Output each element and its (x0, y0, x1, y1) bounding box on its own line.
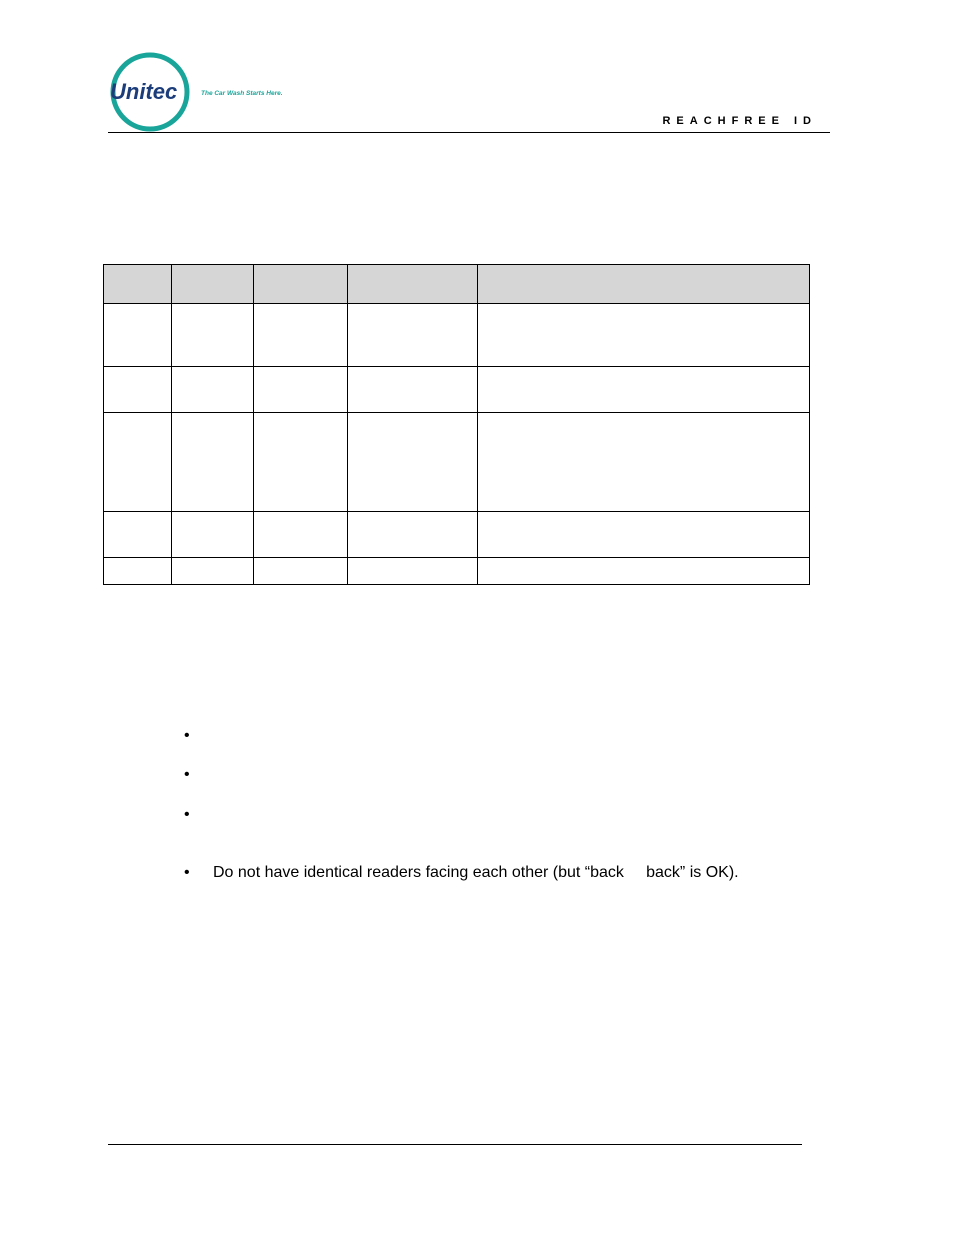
table-cell (104, 304, 172, 367)
table-cell (172, 512, 254, 558)
table-row (104, 367, 810, 413)
table-cell (254, 512, 348, 558)
unitec-logo (106, 52, 296, 132)
table-cell (104, 367, 172, 413)
header-cell (478, 265, 810, 304)
table-cell (478, 304, 810, 367)
table-cell (104, 512, 172, 558)
table-cell (348, 558, 478, 585)
table-cell (254, 304, 348, 367)
bullet-icon: • (184, 766, 190, 783)
table-cell (348, 304, 478, 367)
table-row (104, 304, 810, 367)
bullet-icon: • (184, 806, 190, 823)
table-cell (478, 512, 810, 558)
table-cell (254, 413, 348, 512)
list-item-text: Do not have identical readers facing each other (but “back back” is OK). (213, 864, 739, 881)
table-header-row (104, 265, 810, 304)
bullet-icon: • (184, 864, 190, 881)
table-cell (254, 558, 348, 585)
table-cell (478, 413, 810, 512)
table-cell (478, 367, 810, 413)
table-cell (172, 558, 254, 585)
header-title: REACHFREE ID (662, 115, 817, 127)
footer-rule (108, 1144, 802, 1145)
header-cell (172, 265, 254, 304)
logo-tagline: The Car Wash Starts Here. (201, 90, 283, 97)
table-row (104, 413, 810, 512)
table-cell (478, 558, 810, 585)
table-cell (172, 304, 254, 367)
header-cell (104, 265, 172, 304)
table-cell (104, 413, 172, 512)
table-cell (104, 558, 172, 585)
logo-wordmark: Unitec (110, 79, 178, 104)
spec-table (103, 264, 810, 585)
table-row (104, 512, 810, 558)
table-cell (348, 413, 478, 512)
table-cell (348, 512, 478, 558)
bullet-icon: • (184, 727, 190, 744)
table-cell (172, 367, 254, 413)
header-rule (108, 132, 830, 133)
table-row (104, 558, 810, 585)
table-cell (348, 367, 478, 413)
table-cell (172, 413, 254, 512)
header-cell (348, 265, 478, 304)
table-cell (254, 367, 348, 413)
header-cell (254, 265, 348, 304)
